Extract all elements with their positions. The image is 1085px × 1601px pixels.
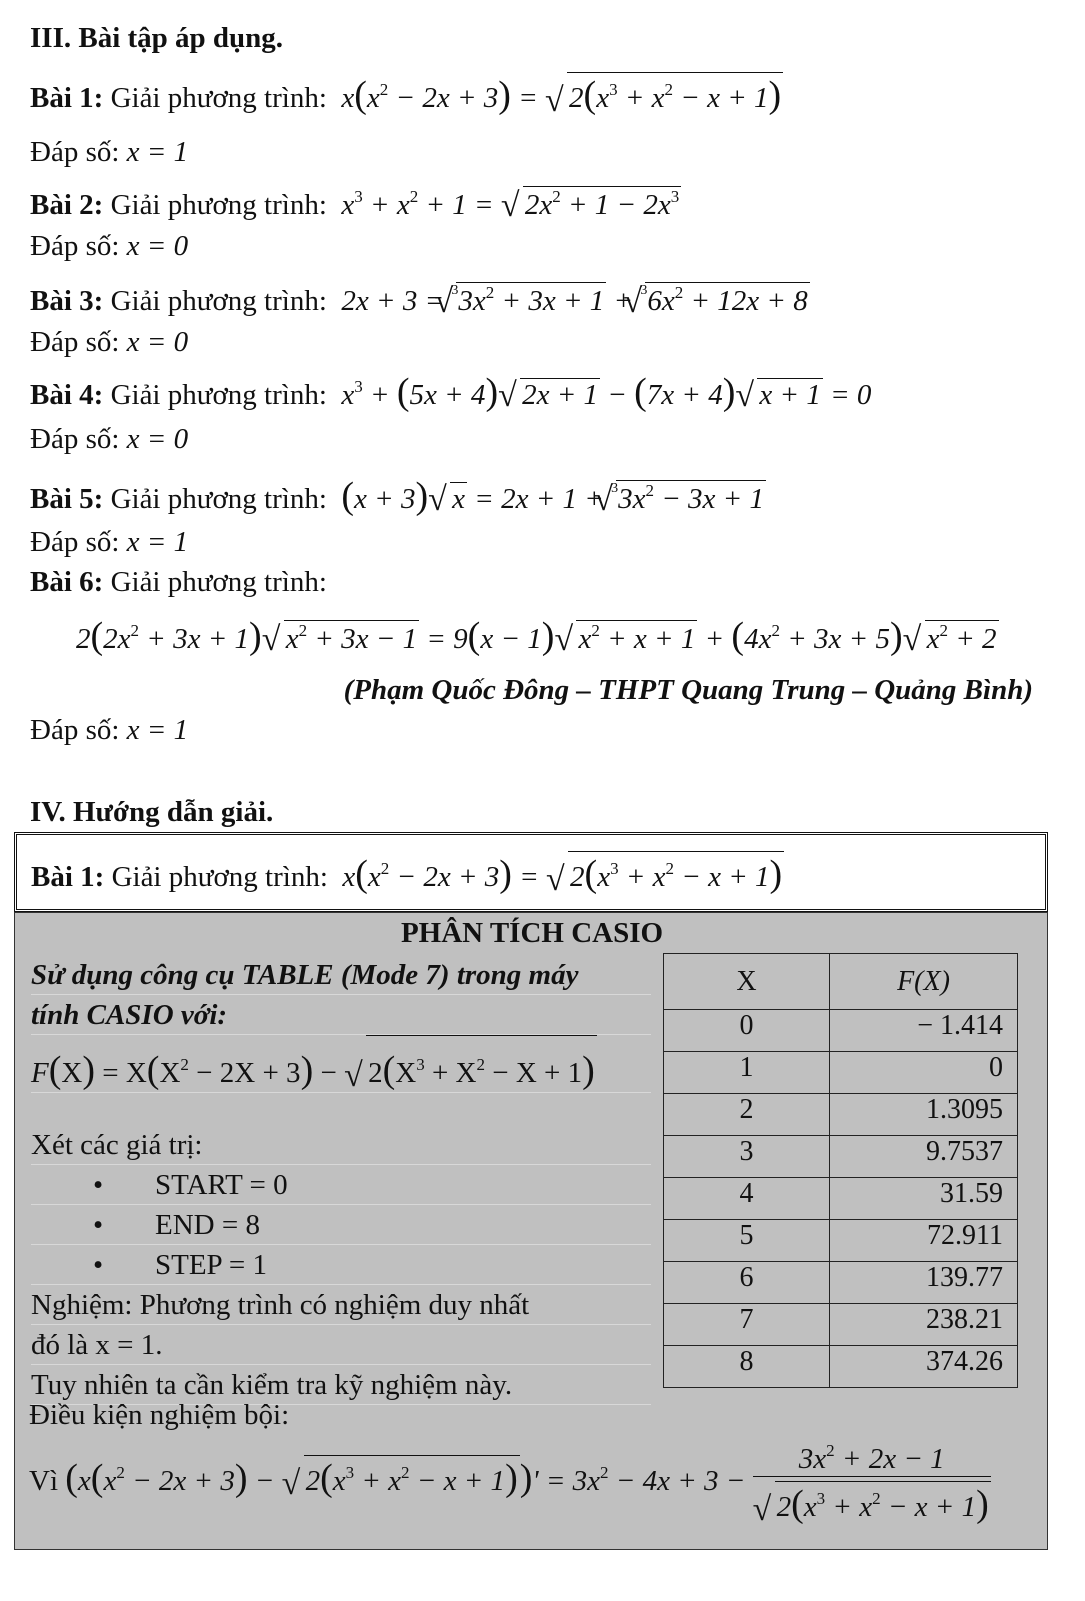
derivative-expression: ($x(x^2 - 2x + 3)$ − √ $2(x^3 + x^2 - x + 1))' = 3x^2 - 4x + 3$ − $3x^2 + 2x - 1$ √ $2(x^3 + x^2 - x + 1)$ bbox=[65, 1465, 991, 1497]
casio-intro-2: tính CASIO với: bbox=[31, 995, 651, 1035]
table-header-row bbox=[664, 954, 1018, 1010]
problem-1-equation: $x(x^2 - 2x + 3)$ = √ $2(x^3 + x^2 - x + 1)$ bbox=[334, 82, 783, 114]
table-row bbox=[664, 1346, 1018, 1388]
answer-3 bbox=[30, 326, 188, 359]
answer-3-value: x = 0 bbox=[126, 326, 189, 358]
table-cell-fx: 72.911 bbox=[830, 1220, 1018, 1262]
table-cell-fx: 238.21 bbox=[830, 1304, 1018, 1346]
problem-2-label: Bài 2: bbox=[30, 189, 104, 221]
problem-1-label: Bài 1: bbox=[30, 82, 104, 114]
table-row bbox=[664, 1220, 1018, 1262]
casio-values-label: Xét các giá trị: bbox=[31, 1125, 651, 1165]
casio-end bbox=[31, 1205, 651, 1245]
problem-6-text: Giải phương trình: bbox=[110, 566, 327, 598]
answer-5-label: Đáp số: bbox=[30, 526, 120, 558]
problem-3-text: Giải phương trình: bbox=[110, 285, 327, 317]
problem-6-equation: $2(2x^2 + 3x + 1)√$ $x^2 + 3x - 1 = 9(x - 1)√$ $x^2 + x + 1 + (4x^2 + 3x + 5)√$ $x^2 + 2$ bbox=[76, 614, 999, 658]
casio-step-text: STEP = 1 bbox=[155, 1249, 267, 1281]
table-cell-x: 0 bbox=[664, 1010, 830, 1052]
problem-1-text: Giải phương trình: bbox=[110, 82, 327, 114]
answer-1-label: Đáp số: bbox=[30, 136, 120, 168]
table-cell-fx: 1.3095 bbox=[830, 1094, 1018, 1136]
problem-4-label: Bài 4: bbox=[30, 379, 104, 411]
box-problem-equation: $x(x^2 - 2x + 3)$ = √ $2(x^3 + x^2 - x + 1)$ bbox=[335, 861, 784, 893]
table-cell-x: 8 bbox=[664, 1346, 830, 1388]
table-cell-x: 3 bbox=[664, 1136, 830, 1178]
problem-4-equation: $x^3 + (5x + 4)√$ 2x + 1 − (7x + 4)√ x + 1 = 0 bbox=[334, 379, 871, 411]
derivative-prefix: Vì bbox=[29, 1465, 58, 1498]
problem-3 bbox=[30, 282, 810, 318]
answer-2 bbox=[30, 230, 188, 263]
table-cell-x: 4 bbox=[664, 1178, 830, 1220]
problem-6 bbox=[30, 566, 327, 599]
answer-5-value: x = 1 bbox=[126, 526, 189, 558]
answer-6-label: Đáp số: bbox=[30, 714, 120, 746]
table-cell-x: 2 bbox=[664, 1094, 830, 1136]
table-row bbox=[664, 1178, 1018, 1220]
casio-analysis-panel bbox=[14, 912, 1048, 1550]
table-cell-fx: 0 bbox=[830, 1052, 1018, 1094]
table-row bbox=[664, 1304, 1018, 1346]
problem-2-text: Giải phương trình: bbox=[110, 189, 327, 221]
problem-5-text: Giải phương trình: bbox=[110, 483, 327, 515]
table-row bbox=[664, 1052, 1018, 1094]
answer-6 bbox=[30, 714, 188, 747]
table-cell-x: 6 bbox=[664, 1262, 830, 1304]
answer-3-label: Đáp số: bbox=[30, 326, 120, 358]
answer-1-value: x = 1 bbox=[126, 136, 189, 168]
problem-5-equation: (x + 3)√ x = 2x + 1 + $^3$√ $3x^2 - 3x + 1$ bbox=[334, 483, 766, 515]
problem-6-credit: (Phạm Quốc Đông – THPT Quang Trung – Quảng Bình) bbox=[343, 674, 1033, 706]
casio-start bbox=[31, 1165, 651, 1205]
table-row bbox=[664, 1136, 1018, 1178]
table-cell-fx: 9.7537 bbox=[830, 1136, 1018, 1178]
problem-2 bbox=[30, 186, 681, 222]
problem-box bbox=[14, 832, 1048, 912]
problem-3-equation: 2x + 3 = $^3$√ $3x^2 + 3x + 1 + ^3√$ $6x^2 + 12x + 8$ bbox=[334, 285, 810, 317]
table-cell-fx: 139.77 bbox=[830, 1262, 1018, 1304]
casio-conclusion-3: Tuy nhiên ta cần kiểm tra kỹ nghiệm này. bbox=[31, 1365, 651, 1405]
table-cell-fx: 31.59 bbox=[830, 1178, 1018, 1220]
answer-2-label: Đáp số: bbox=[30, 230, 120, 262]
casio-step bbox=[31, 1245, 651, 1285]
section-4-title: IV. Hướng dẫn giải. bbox=[30, 796, 274, 828]
answer-6-value: x = 1 bbox=[126, 714, 189, 746]
problem-5-label: Bài 5: bbox=[30, 483, 104, 515]
casio-table bbox=[663, 953, 1018, 1388]
answer-2-value: x = 0 bbox=[126, 230, 189, 262]
table-cell-fx: − 1.414 bbox=[830, 1010, 1018, 1052]
answer-4 bbox=[30, 423, 188, 456]
table-cell-fx: 374.26 bbox=[830, 1346, 1018, 1388]
table-body bbox=[664, 1010, 1018, 1388]
casio-conclusion-1: Nghiệm: Phương trình có nghiệm duy nhất bbox=[31, 1285, 651, 1325]
table-row bbox=[664, 1010, 1018, 1052]
problem-5 bbox=[30, 474, 766, 518]
problem-1 bbox=[30, 72, 783, 117]
table-header-x: X bbox=[664, 954, 830, 1010]
problem-3-label: Bài 3: bbox=[30, 285, 104, 317]
box-problem bbox=[31, 851, 784, 896]
problem-4 bbox=[30, 370, 871, 414]
multi-root-label: Điều kiện nghiệm bội: bbox=[29, 1399, 290, 1431]
casio-left-column bbox=[31, 955, 651, 1405]
box-problem-text: Giải phương trình: bbox=[111, 861, 328, 893]
casio-title: PHÂN TÍCH CASIO bbox=[400, 917, 664, 949]
box-problem-label: Bài 1: bbox=[31, 861, 105, 893]
answer-1 bbox=[30, 136, 188, 169]
table-cell-x: 1 bbox=[664, 1052, 830, 1094]
derivative-fraction: $3x^2 + 2x - 1$ √ $2(x^3 + x^2 - x + 1)$ bbox=[753, 1441, 991, 1526]
section-3-title: III. Bài tập áp dụng. bbox=[30, 22, 284, 54]
derivative-line bbox=[29, 1441, 991, 1526]
problem-2-equation: $x^3 + x^2 + 1$ = √ $2x^2 + 1 - 2x^3$ bbox=[334, 189, 681, 221]
table-header-fx: F(X) bbox=[830, 954, 1018, 1010]
answer-4-label: Đáp số: bbox=[30, 423, 120, 455]
answer-5 bbox=[30, 526, 188, 559]
casio-function: $F(X) = X(X^2 - 2X + 3)$ − √ $2(X^3 + X^2 - X + 1)$ bbox=[31, 1035, 651, 1093]
casio-conclusion-2: đó là x = 1. bbox=[31, 1325, 651, 1365]
problem-4-text: Giải phương trình: bbox=[110, 379, 327, 411]
problem-6-label: Bài 6: bbox=[30, 566, 104, 598]
table-cell-x: 5 bbox=[664, 1220, 830, 1262]
casio-end-text: END = 8 bbox=[155, 1209, 260, 1241]
casio-intro-1: Sử dụng công cụ TABLE (Mode 7) trong máy bbox=[31, 955, 651, 995]
table-row bbox=[664, 1094, 1018, 1136]
table-row bbox=[664, 1262, 1018, 1304]
casio-start-text: START = 0 bbox=[155, 1169, 288, 1201]
table-cell-x: 7 bbox=[664, 1304, 830, 1346]
answer-4-value: x = 0 bbox=[126, 423, 189, 455]
